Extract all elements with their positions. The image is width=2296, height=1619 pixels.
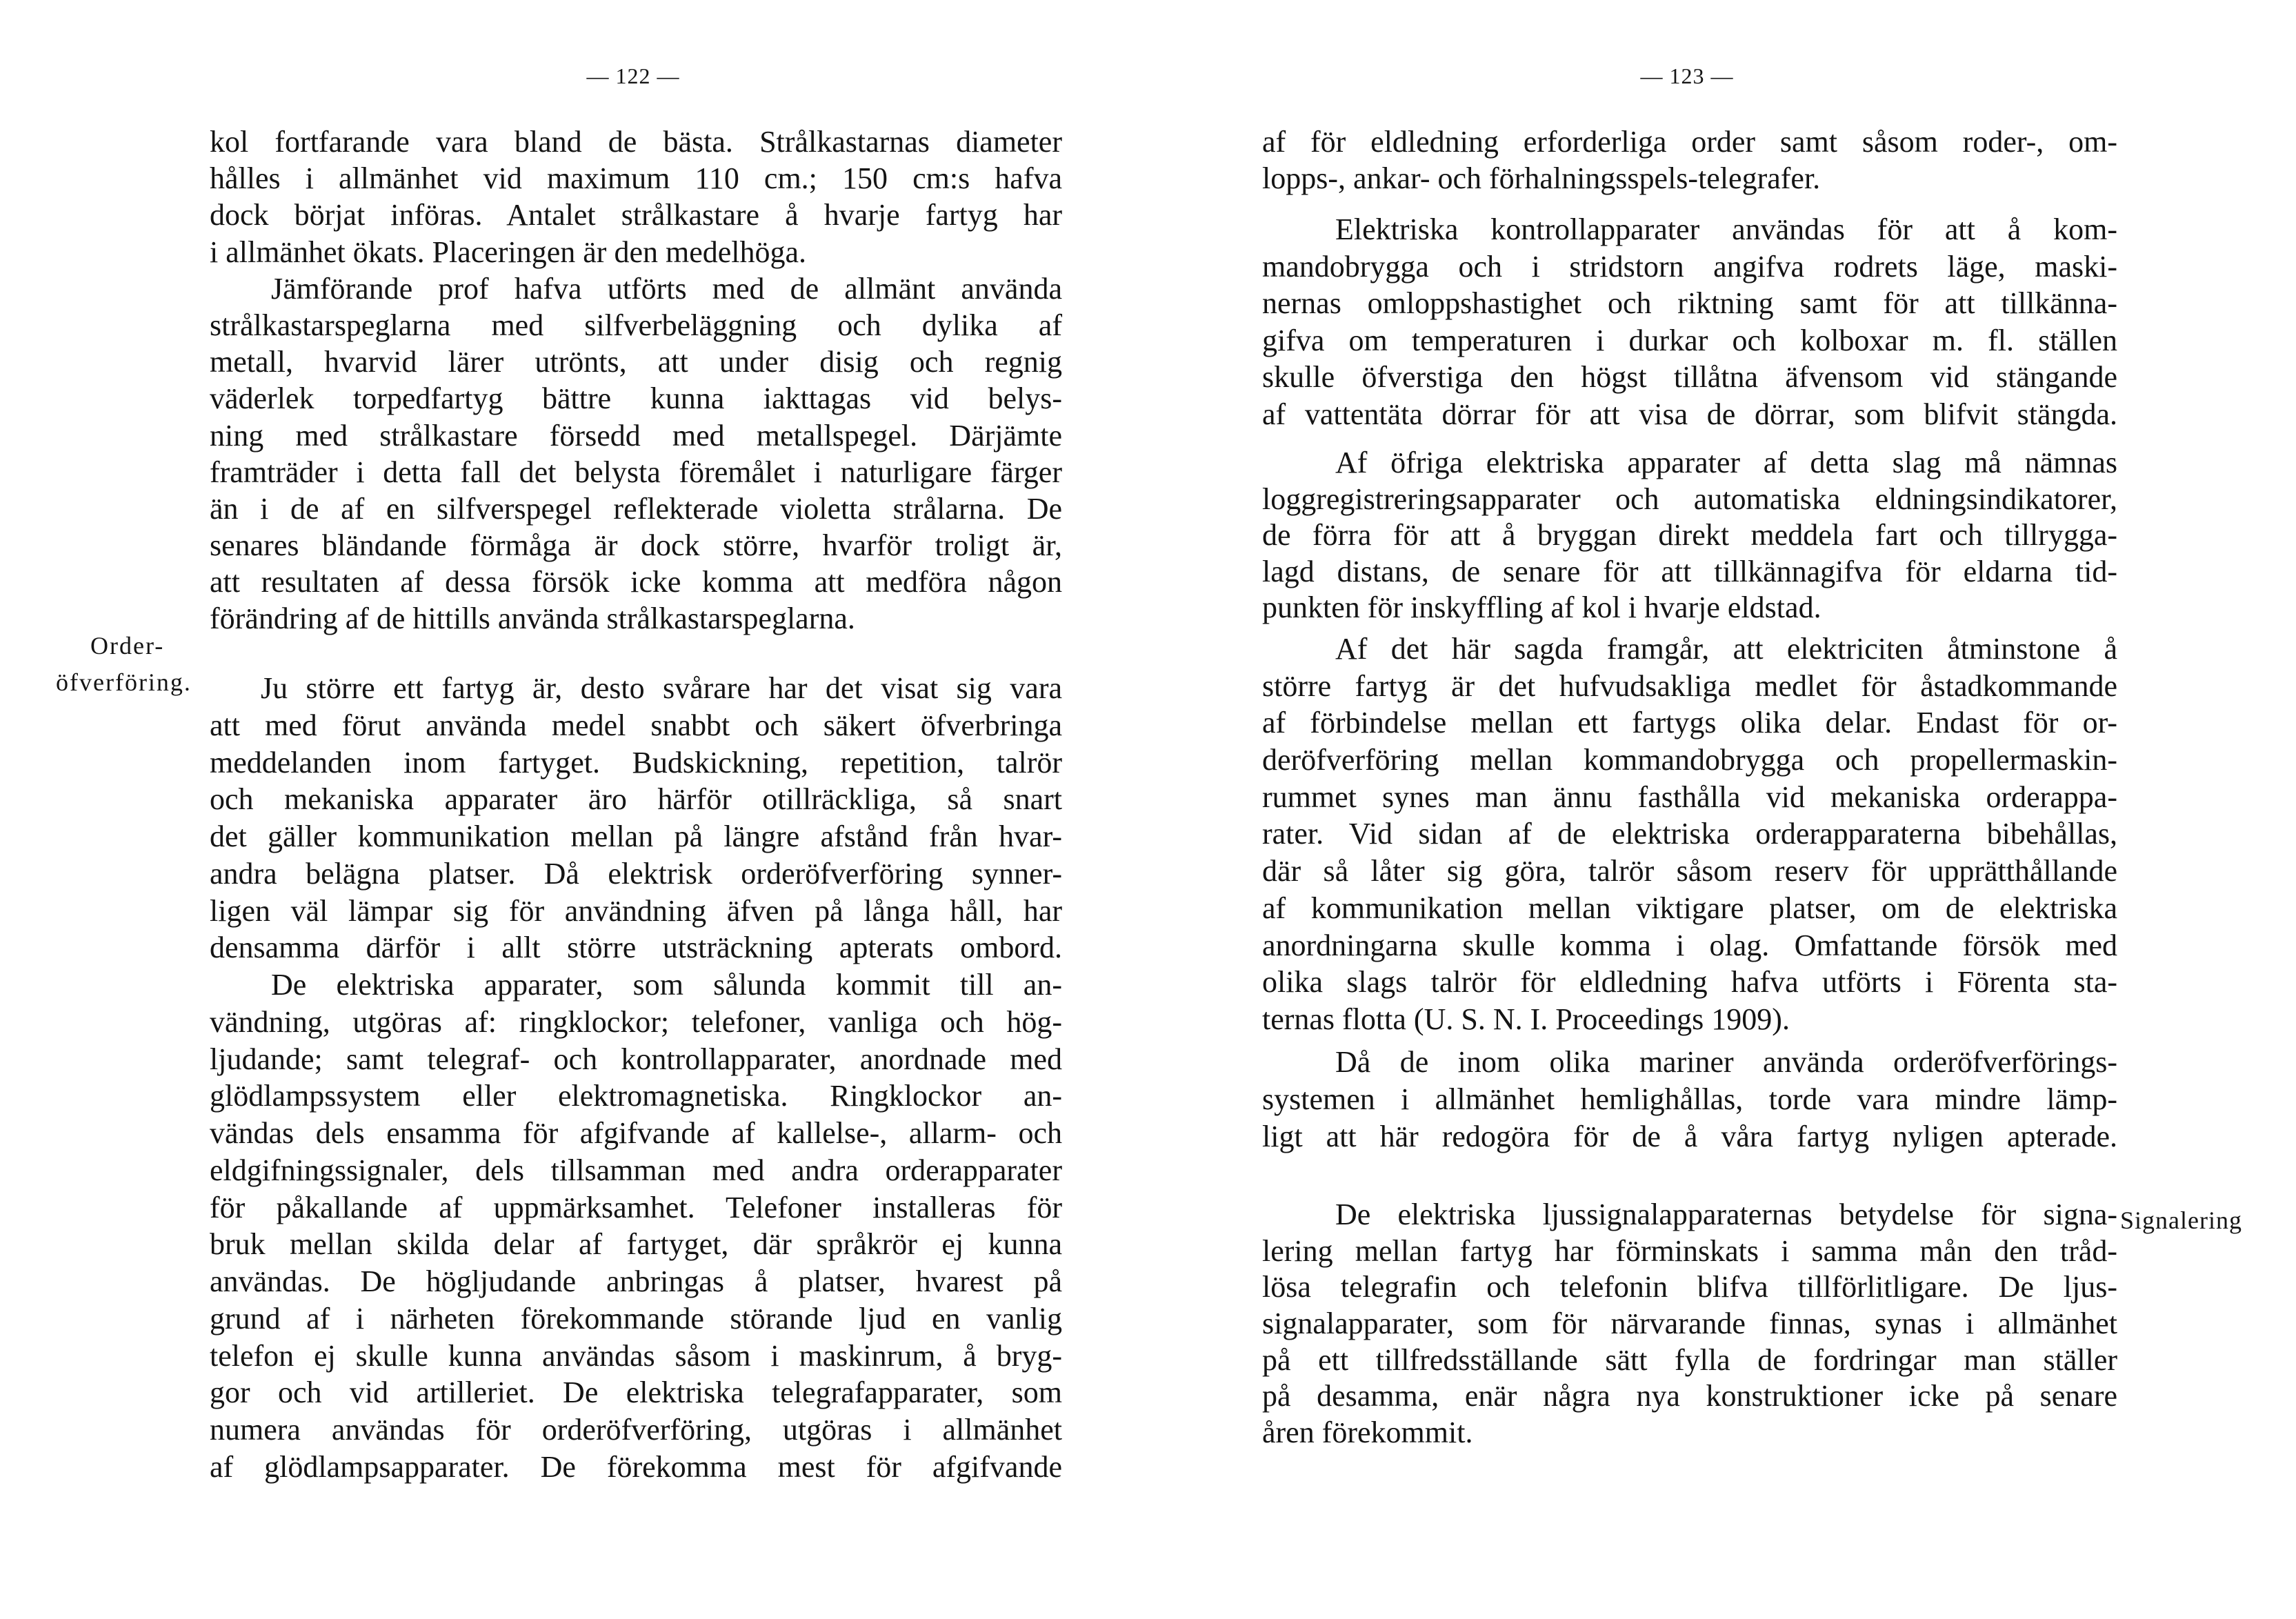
text-line: af glödlampsapparater. De förekomma mest för afgifvande xyxy=(210,1449,1062,1484)
text-line: och mekaniska apparater äro härför otillräckliga, så snart xyxy=(210,782,1062,817)
text-line: glödlampssystem eller elektromagnetiska. Ringklockor an- xyxy=(210,1079,1062,1113)
text-line: systemen i allmänhet hemlighållas, torde vara mindre lämp- xyxy=(1262,1082,2117,1116)
text-line: De elektriska apparater, som sålunda kommit till an- xyxy=(271,968,1062,1002)
text-line: de förra för att å bryggan direkt meddela fart och tillrygga- xyxy=(1262,518,2117,552)
paragraph-block xyxy=(1262,1197,2117,1451)
text-line: rater. Vid sidan af de elektriska orderapparaterna bibehållas, xyxy=(1262,817,2117,851)
text-line: telefon ej skulle kunna användas såsom i maskinrum, å bryg- xyxy=(210,1338,1062,1373)
text-line: åren förekommit. xyxy=(1262,1416,1473,1450)
text-line: anordningarna skulle komma i olag. Omfattande försök med xyxy=(1262,928,2117,962)
text-line: skulle öfverstiga den högst tillåtna äfvensom vid stängande xyxy=(1262,360,2117,395)
text-line: lopps-, ankar- och förhalningsspels-telegrafer. xyxy=(1262,161,1821,195)
text-line: gifva om temperaturen i durkar och kolboxar m. fl. ställen xyxy=(1262,323,2117,357)
text-line: punkten för inskyffling af kol i hvarje eldstad. xyxy=(1262,590,1821,624)
text-line: senares bländande förmåga är dock större, hvarför troligt är, xyxy=(210,528,1062,563)
text-line: än i de af en silfverspegel reflekterade violetta strålarna. De xyxy=(210,491,1062,526)
text-line: ning med strålkastare försedd med metallspegel. Därjämte xyxy=(210,418,1062,453)
text-line: meddelanden inom fartyget. Budskickning, repetition, talrör xyxy=(210,745,1062,779)
text-line: det gäller kommunikation mellan på längre afstånd från hvar- xyxy=(210,820,1062,853)
text-line: lösa telegrafin och telefonin blifva tillförlitligare. De ljus- xyxy=(1262,1270,2117,1304)
text-line: gor och vid artilleriet. De elektriska telegrafapparater, som xyxy=(210,1375,1062,1410)
text-line: lering mellan fartyg har förminskats i samma mån den tråd- xyxy=(1262,1233,2117,1268)
text-line: större fartyg är det hufvudsakliga medlet för åstadkommande xyxy=(1262,668,2117,703)
paragraph-block xyxy=(210,123,1062,637)
text-line: deröfverföring mellan kommandobrygga och propellermaskin- xyxy=(1262,743,2117,777)
right-page xyxy=(1148,0,2296,1619)
text-line: ljudande; samt telegraf- och kontrollapparater, anordnade med xyxy=(210,1042,1062,1076)
text-line: kol fortfarande vara bland de bästa. Strålkastarnas diameter xyxy=(210,125,1062,159)
text-line: att med förut använda medel snabbt och säkert öfverbringa xyxy=(210,708,1062,742)
text-line: vändas dels ensamma för afgifvande af kallelse-, allarm- och xyxy=(210,1116,1062,1150)
page-number: — 123 — xyxy=(1640,63,1734,88)
text-line: loggregistreringsapparater och automatiska eldningsindikatorer, xyxy=(1262,481,2117,516)
text-line: lagd distans, de senare för att tillkännagifva för eldarna tid- xyxy=(1262,554,2117,588)
text-line: signalapparater, som för närvarande finnas, synas i allmänhet xyxy=(1262,1307,2117,1341)
text-line: andra belägna platser. Då elektrisk orderöfverföring synner- xyxy=(210,856,1062,891)
text-line: hålles i allmänhet vid maximum 110 cm.; 150 cm:s hafva xyxy=(210,161,1062,196)
paragraph-block xyxy=(1262,211,2117,433)
text-line: strålkastarspeglarna med silfverbeläggning och dylika af xyxy=(210,308,1062,342)
text-line: förändring af de hittills använda strålkastarspeglarna. xyxy=(210,602,855,636)
paragraph-block xyxy=(1262,630,2117,1038)
text-line: eldgifningssignaler, dels tillsamman med andra orderapparater xyxy=(210,1153,1062,1187)
text-line: af kommunikation mellan viktigare platser, om de elektriska xyxy=(1262,891,2117,925)
text-line: användas. De högljudande anbringas å platser, hvarest på xyxy=(210,1264,1062,1298)
margin-note: Signalering xyxy=(2120,1206,2242,1234)
text-line: rummet synes man ännu fasthålla vid mekaniska orderappa- xyxy=(1262,779,2117,814)
text-line: framträder i detta fall det belysta föremålet i naturligare färger xyxy=(210,455,1062,489)
text-line: vändning, utgöras af: ringklockor; telefoner, vanliga och hög- xyxy=(210,1004,1062,1039)
text-line: där så låter sig göra, talrör såsom reserv för upprätthållande xyxy=(1262,854,2117,888)
text-line: nernas omloppshastighet och riktning samt för att tillkänna- xyxy=(1262,286,2117,321)
text-line: Då de inom olika mariner använda orderöfverförings- xyxy=(1335,1045,2117,1079)
text-line: Jämförande prof hafva utförts med de allmänt använda xyxy=(271,271,1062,306)
paragraph-block xyxy=(210,670,1062,1486)
text-line: ternas flotta (U. S. N. I. Proceedings 1909). xyxy=(1262,1002,1790,1036)
text-line: i allmänhet ökats. Placeringen är den medelhöga. xyxy=(210,235,807,269)
text-line: mandobrygga och i stridstorn angifva rodrets läge, maski- xyxy=(1262,249,2117,284)
margin-note: Order- xyxy=(90,632,165,659)
text-line: Af det här sagda framgår, att elektriciten åtminstone å xyxy=(1335,632,2117,666)
text-line: ligen väl lämpar sig för användning äfven på långa håll, har xyxy=(210,893,1062,928)
text-line: af för eldledning erforderliga order samt såsom roder-, om- xyxy=(1262,125,2117,159)
text-line: Ju större ett fartyg är, desto svårare har det visat sig vara xyxy=(261,671,1062,705)
text-line: Af öfriga elektriska apparater af detta slag må nämnas xyxy=(1335,446,2117,479)
text-line: att resultaten af dessa försök icke komma att medföra någon xyxy=(210,565,1062,599)
text-line: på desamma, enär några nya konstruktioner icke på senare xyxy=(1262,1379,2117,1413)
text-line: af förbindelse mellan ett fartygs olika delar. Endast för or- xyxy=(1262,706,2117,740)
text-line: bruk mellan skilda delar af fartyget, där språkrör ej kunna xyxy=(210,1227,1062,1262)
text-line: densamma därför i allt större utsträckning apterats ombord. xyxy=(210,931,1062,965)
margin-note: öfverföring. xyxy=(56,668,192,696)
text-line: olika slags talrör för eldledning hafva utförts i Förenta sta- xyxy=(1262,965,2117,1000)
text-line: på ett tillfredsställande sätt fylla de fordringar man ställer xyxy=(1262,1342,2117,1377)
paragraph-block xyxy=(1262,1044,2117,1155)
text-line: väderlek torpedfartyg bättre kunna iakttagas vid belys- xyxy=(210,381,1062,416)
paragraph-block xyxy=(1262,445,2117,626)
text-line: metall, hvarvid lärer utrönts, att under disig och regnig xyxy=(210,345,1062,379)
text-line: af vattentäta dörrar för att visa de dörrar, som blifvit stängda. xyxy=(1262,397,2117,431)
text-line: numera användas för orderöfverföring, utgöras i allmänhet xyxy=(210,1413,1062,1447)
text-line: dock börjat införas. Antalet strålkastare å hvarje fartyg har xyxy=(210,198,1062,232)
text-line: Elektriska kontrollapparater användas för att å kom- xyxy=(1335,212,2117,246)
text-line: De elektriska ljussignalapparaternas betydelse för signa- xyxy=(1335,1198,2117,1231)
text-line: grund af i närheten förekommande störande ljud en vanlig xyxy=(210,1301,1062,1335)
paragraph-block xyxy=(1262,123,2117,197)
page-number: — 122 — xyxy=(586,63,680,88)
text-line: ligt att här redogöra för de å våra fartyg nyligen apterade. xyxy=(1262,1120,2117,1153)
text-line: för påkallande af uppmärksamhet. Telefoner installeras för xyxy=(210,1190,1062,1224)
